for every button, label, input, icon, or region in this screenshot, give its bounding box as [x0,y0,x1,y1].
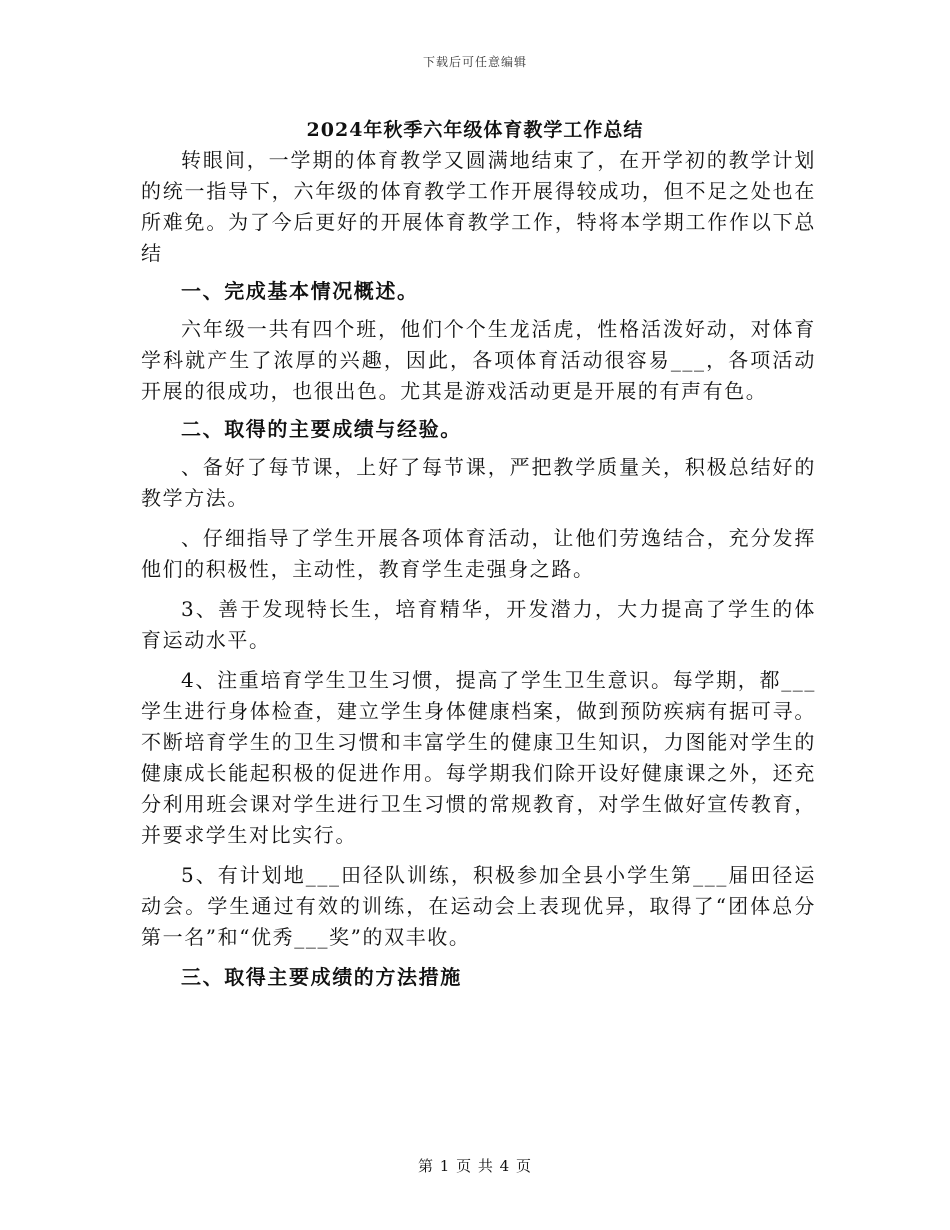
overview-paragraph: 六年级一共有四个班，他们个个生龙活虎，性格活泼好动，对体育学科就产生了浓厚的兴趣，因此，各项体育活动很容易___，各项活动开展的很成功，也很出色。尤其是游戏活动更是开展的有声有色。 [141,317,816,403]
section-heading-methods: 三、取得主要成绩的方法措施 [181,965,462,989]
achievement-item-2: 、仔细指导了学生开展各项体育活动，让他们劳逸结合，充分发挥他们的积极性，主动性，教育学生走强身之路。 [141,526,816,581]
achievement-item-1: 、备好了每节课，上好了每节课，严把教学质量关，积极总结好的教学方法。 [141,455,816,510]
download-note: 下载后可任意编辑 [422,55,527,69]
achievement-item-5: 5、有计划地___田径队训练，积极参加全县小学生第___届田径运动会。学生通过有效的训练，在运动会上表现优异，取得了“团体总分第一名”和“优秀___奖”的双丰收。 [141,863,816,949]
section-heading-achievements: 二、取得的主要成绩与经验。 [181,417,462,441]
achievement-item-3: 3、善于发现特长生，培育精华，开发潜力，大力提高了学生的体育运动水平。 [141,597,816,652]
section-heading-overview: 一、完成基本情况概述。 [181,279,419,303]
achievement-item-4: 4、注重培育学生卫生习惯，提高了学生卫生意识。每学期，都___学生进行身体检查，建立学生身体健康档案，做到预防疾病有据可寻。不断培育学生的卫生习惯和丰富学生的健康卫生知识，力图能对学生的健康成长能起积极的促进作用。每学期我们除开设好健康课之外，还充分利用班会课对学生进行卫生习惯的常规教育，对学生做好宣传教育，并要求学生对比实行。 [141,668,816,847]
document-body [141,145,816,993]
page-number: 第 1 页 共 4 页 [418,1157,532,1175]
intro-paragraph: 转眼间，一学期的体育教学又圆满地结束了，在开学初的教学计划的统一指导下，六年级的体育教学工作开展得较成功，但不足之处也在所难免。为了今后更好的开展体育教学工作，特将本学期工作作以下总结 [141,148,816,265]
document-title: 2024年秋季六年级体育教学工作总结 [306,119,644,141]
